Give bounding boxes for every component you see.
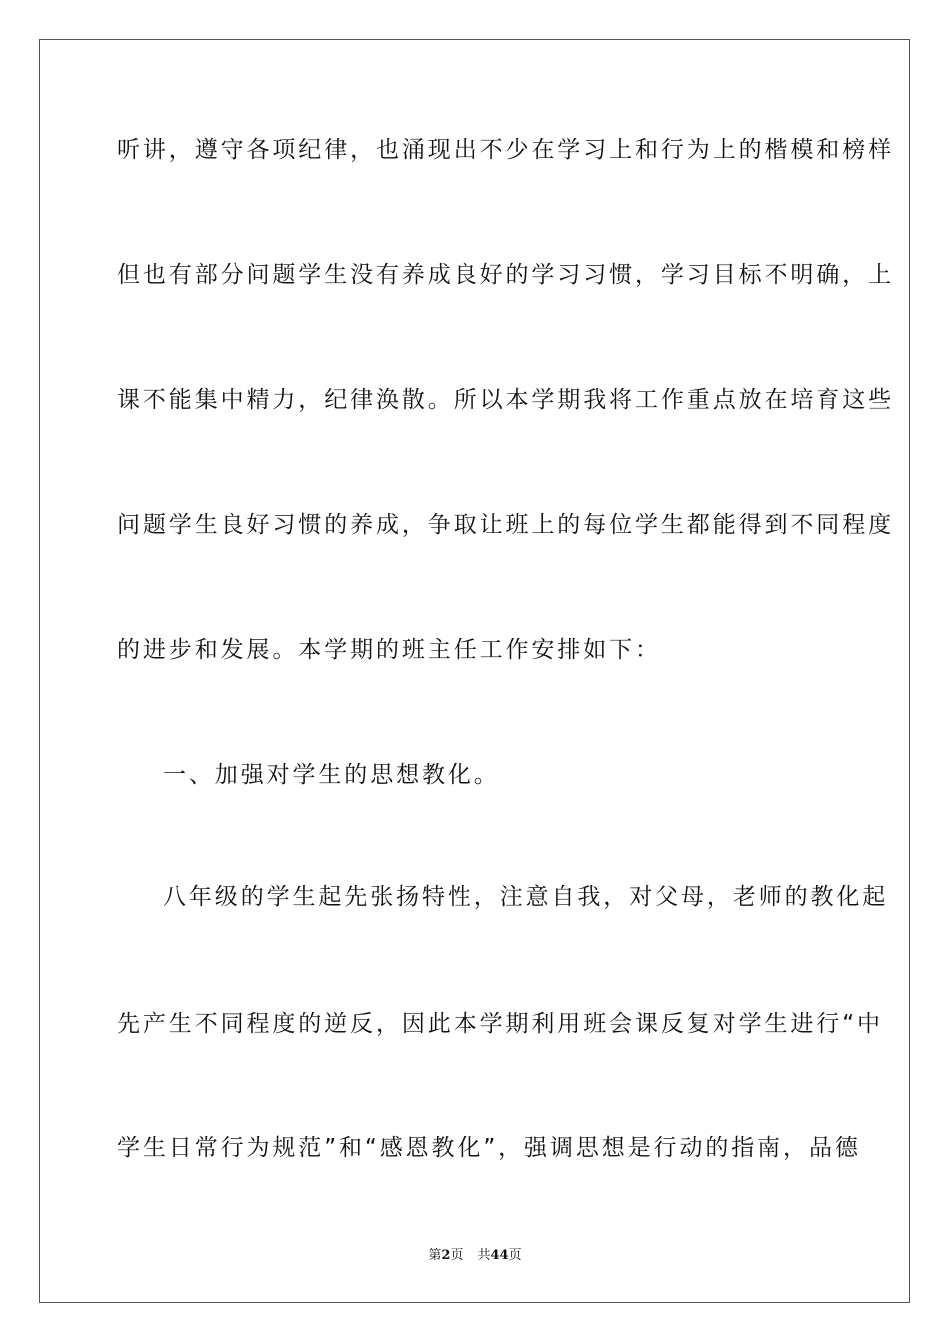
total-prefix: 共 (477, 1248, 491, 1263)
page-suffix: 页 (450, 1248, 464, 1263)
body-text-line: 学生日常行为规范”和“感恩教化”，强调思想是行动的指南，品德 (117, 1135, 861, 1161)
paragraph-first-line: 八年级的学生起先张扬特性，注意自我，对父母，老师的教化起 (163, 884, 889, 910)
body-text-line: 先产生不同程度的逆反，因此本学期利用班会课反复对学生进行“中 (117, 1011, 883, 1037)
total-pages: 44 (490, 1248, 509, 1263)
page-border (39, 39, 910, 1303)
body-text-line: 课不能集中精力，纪律涣散。所以本学期我将工作重点放在培育这些 (117, 387, 894, 413)
page-number: 2 (441, 1248, 451, 1263)
page-prefix: 第 (428, 1248, 442, 1263)
total-suffix: 页 (508, 1248, 522, 1263)
page-footer (0, 1247, 950, 1265)
body-text-line: 问题学生良好习惯的养成，争取让班上的每位学生都能得到不同程度 (117, 512, 894, 538)
section-heading: 一、加强对学生的思想教化。 (163, 762, 500, 788)
body-text-line: 的进步和发展。本学期的班主任工作安排如下： (117, 637, 661, 663)
body-text-line: 但也有部分问题学生没有养成良好的学习习惯，学习目标不明确，上 (117, 262, 894, 288)
body-text-line: 听讲，遵守各项纪律，也涌现出不少在学习上和行为上的楷模和榜样 (117, 137, 894, 163)
